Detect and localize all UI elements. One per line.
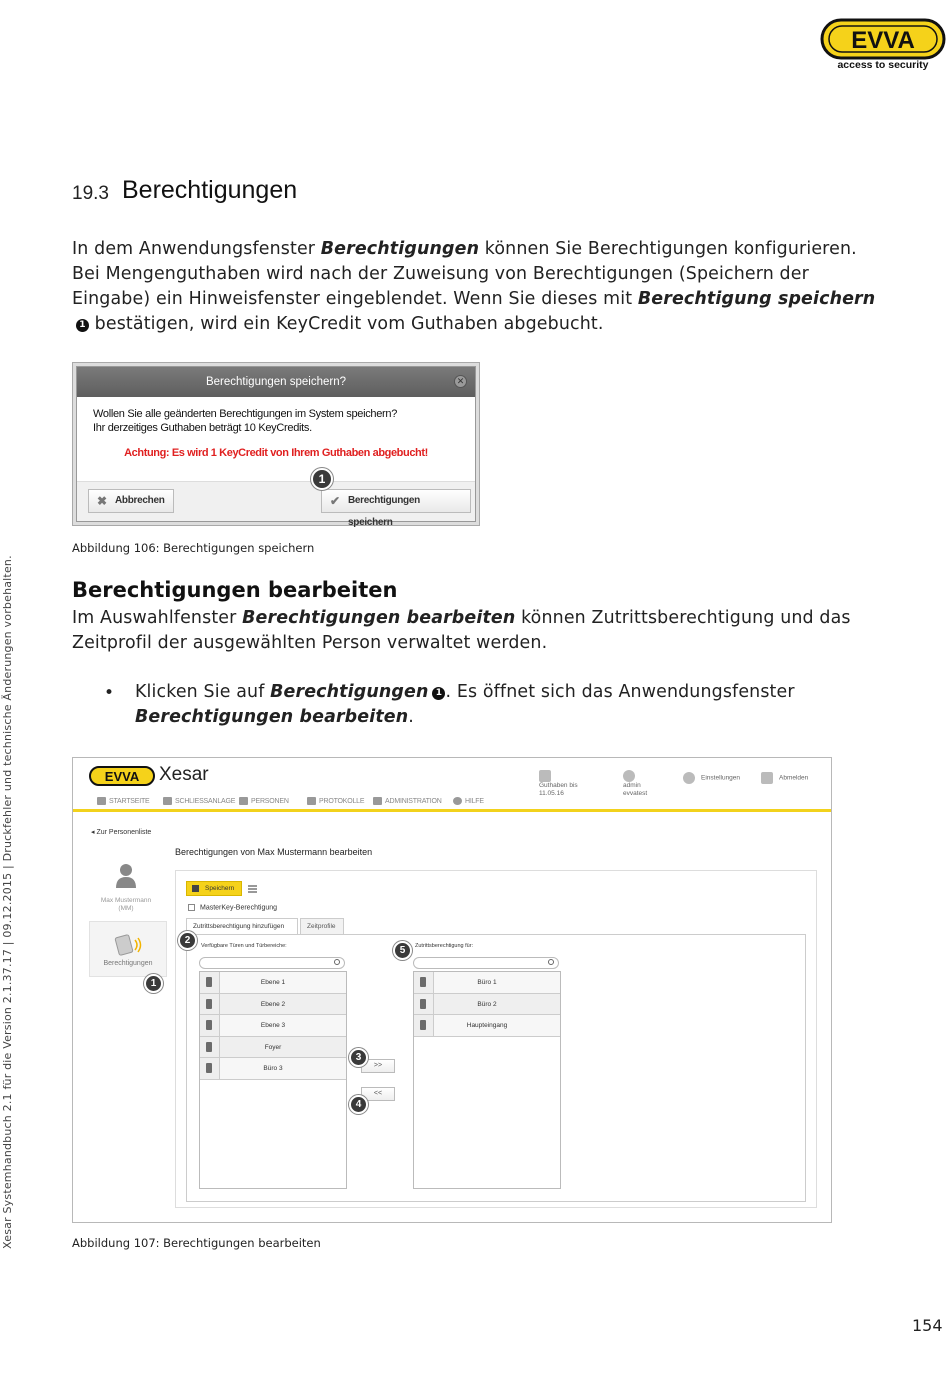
door-icon [200,1058,220,1079]
dialog-title: Berechtigungen speichern? [205,376,347,388]
remove-button[interactable]: << [361,1087,395,1101]
close-icon[interactable]: ✕ [454,375,467,388]
callout-marker-5: 5 [393,941,412,960]
app-screenshot [72,757,832,1223]
user-icon [623,770,635,782]
assigned-list [413,971,561,1189]
subsection-paragraph: Im Auswahlfenster Berechtigungen bearbeiten können Zutrittsberechtigung und das Zeitprofil der ausgewählten Person verwaltet werden. [72,608,851,653]
nav-protokolle[interactable]: PROTOKOLLE [307,797,364,805]
user-info[interactable]: admin evvatest [623,768,647,798]
search-icon [548,959,554,965]
evva-logo [820,18,946,72]
available-list [199,971,347,1189]
figure-caption-106: Abbildung 106: Berechtigungen speichern [72,541,315,555]
nav-hilfe[interactable]: HILFE [453,797,484,805]
credit-icon [539,770,551,782]
door-icon [200,994,220,1015]
list-item[interactable]: Haupteingang [414,1015,560,1037]
panel-title: Berechtigungen von Max Mustermann bearbeiten [175,847,373,857]
logo-tagline: access to security [837,59,929,71]
avatar [115,862,137,888]
callout-marker-4: 4 [349,1095,368,1114]
door-icon [414,1015,434,1036]
bullet-symbol: • [104,683,115,703]
check-icon: ✔ [330,494,340,508]
app-evva-logo [89,766,155,786]
figure-caption-107: Abbildung 107: Berechtigungen bearbeiten [72,1236,321,1250]
logout-icon [761,772,773,784]
available-label: Verfügbare Türen und Türbereiche: [201,943,287,949]
nav-startseite[interactable]: STARTSEITE [97,797,150,805]
tab-time-profiles[interactable]: Zeitprofile [300,918,344,935]
list-item[interactable]: Büro 1 [414,972,560,994]
nav-personen[interactable]: PERSONEN [239,797,289,805]
tab-content [186,934,806,1202]
door-icon [200,1015,220,1036]
list-item[interactable]: Büro 2 [414,994,560,1016]
cancel-button[interactable]: ✖ Abbrechen [88,489,174,513]
door-icon [200,972,220,993]
persons-icon [239,797,248,805]
checkbox [188,904,195,911]
save-icon [192,885,199,892]
dialog-message: Wollen Sie alle geänderten Berechtigungen im System speichern? Ihr derzeitiges Guthaben beträgt 10 KeyCredits. [93,408,398,434]
intro-paragraph: In dem Anwendungsfenster Berechtigungen können Sie Berechtigungen konfigurieren. Bei Mengenguthaben wird nach der Zuweisung von Berechtigungen (Speichern der Eingabe) ein Hinweisfenster eingeblendet. Wenn Sie dieses mit Berechtigung speichern1 bestätigen, wird ein KeyCredit vom Guthaben abgebucht. [72,239,876,334]
save-button[interactable]: Speichern [186,881,242,896]
list-item[interactable]: Ebene 2 [200,994,346,1016]
logout-link[interactable]: Abmelden [761,772,808,784]
search-available-input[interactable] [199,957,345,969]
list-icon[interactable] [248,883,260,895]
callout-marker-1: 1 [311,468,333,490]
door-icon [414,994,434,1015]
door-icon [200,1037,220,1058]
bullet-item: Klicken Sie auf Berechtigungen 1 . Es öffnet sich das Anwendungsfenster Berechtigungen bearbeiten. [135,682,795,727]
marker-1: 1 [76,319,89,332]
svg-text:EVVA: EVVA [104,769,140,784]
key-card-icon [113,932,143,958]
side-footer-text: Xesar Systemhandbuch 2.1 für die Version 2.1.37.17 | 09.12.2015 | Druckfehler und technische Änderungen vorbehalten. [1,555,14,1249]
add-button[interactable]: >> [361,1059,395,1073]
permissions-card[interactable]: Berechtigungen [89,921,167,977]
page-number: 154 [912,1316,943,1335]
log-icon [307,797,316,805]
dialog-header [77,367,475,397]
tab-access[interactable]: Zutrittsberechtigung hinzufügen [186,918,298,935]
logo-text: EVVA [851,27,915,54]
search-assigned-input[interactable] [413,957,559,969]
nav-administration[interactable]: ADMINISTRATION [373,797,442,805]
dialog-screenshot [72,362,480,526]
marker-1: 1 [432,687,445,700]
help-icon [453,797,462,805]
dialog-footer [77,481,475,528]
list-item[interactable]: Ebene 3 [200,1015,346,1037]
assigned-label: Zutrittsberechtigung für: [415,943,474,949]
building-icon [163,797,172,805]
list-item[interactable]: Ebene 1 [200,972,346,994]
list-item[interactable]: Büro 3 [200,1058,346,1080]
credit-info: Guthaben bis 11.05.16 [539,768,578,798]
door-icon [414,972,434,993]
settings-link[interactable]: Einstellungen [683,772,740,784]
app-brand: Xesar [159,764,209,785]
search-icon [334,959,340,965]
home-icon [97,797,106,805]
x-icon: ✖ [97,494,107,508]
masterkey-checkbox[interactable]: MasterKey-Berechtigung [188,904,277,911]
main-nav [73,794,831,812]
save-permissions-button[interactable]: ✔ Berechtigungen speichern [321,489,471,513]
callout-marker-3: 3 [349,1048,368,1067]
section-number: 19.3 [72,183,109,204]
edit-panel [175,870,817,1208]
list-item[interactable]: Foyer [200,1037,346,1059]
person-card: Max Mustermann (MM) [89,862,163,913]
subsection-title: Berechtigungen bearbeiten [72,578,398,602]
admin-icon [373,797,382,805]
gear-icon [683,772,695,784]
section-title: Berechtigungen [122,176,298,204]
dialog-warning: Achtung: Es wird 1 KeyCredit von Ihrem Guthaben abgebucht! [124,447,428,459]
app-header [73,758,831,797]
back-to-person-list[interactable]: ◂ Zur Personenliste [91,829,152,836]
nav-schliessanlage[interactable]: SCHLIESSANLAGE [163,797,235,805]
callout-marker-2: 2 [178,931,197,950]
callout-marker-1: 1 [144,974,163,993]
